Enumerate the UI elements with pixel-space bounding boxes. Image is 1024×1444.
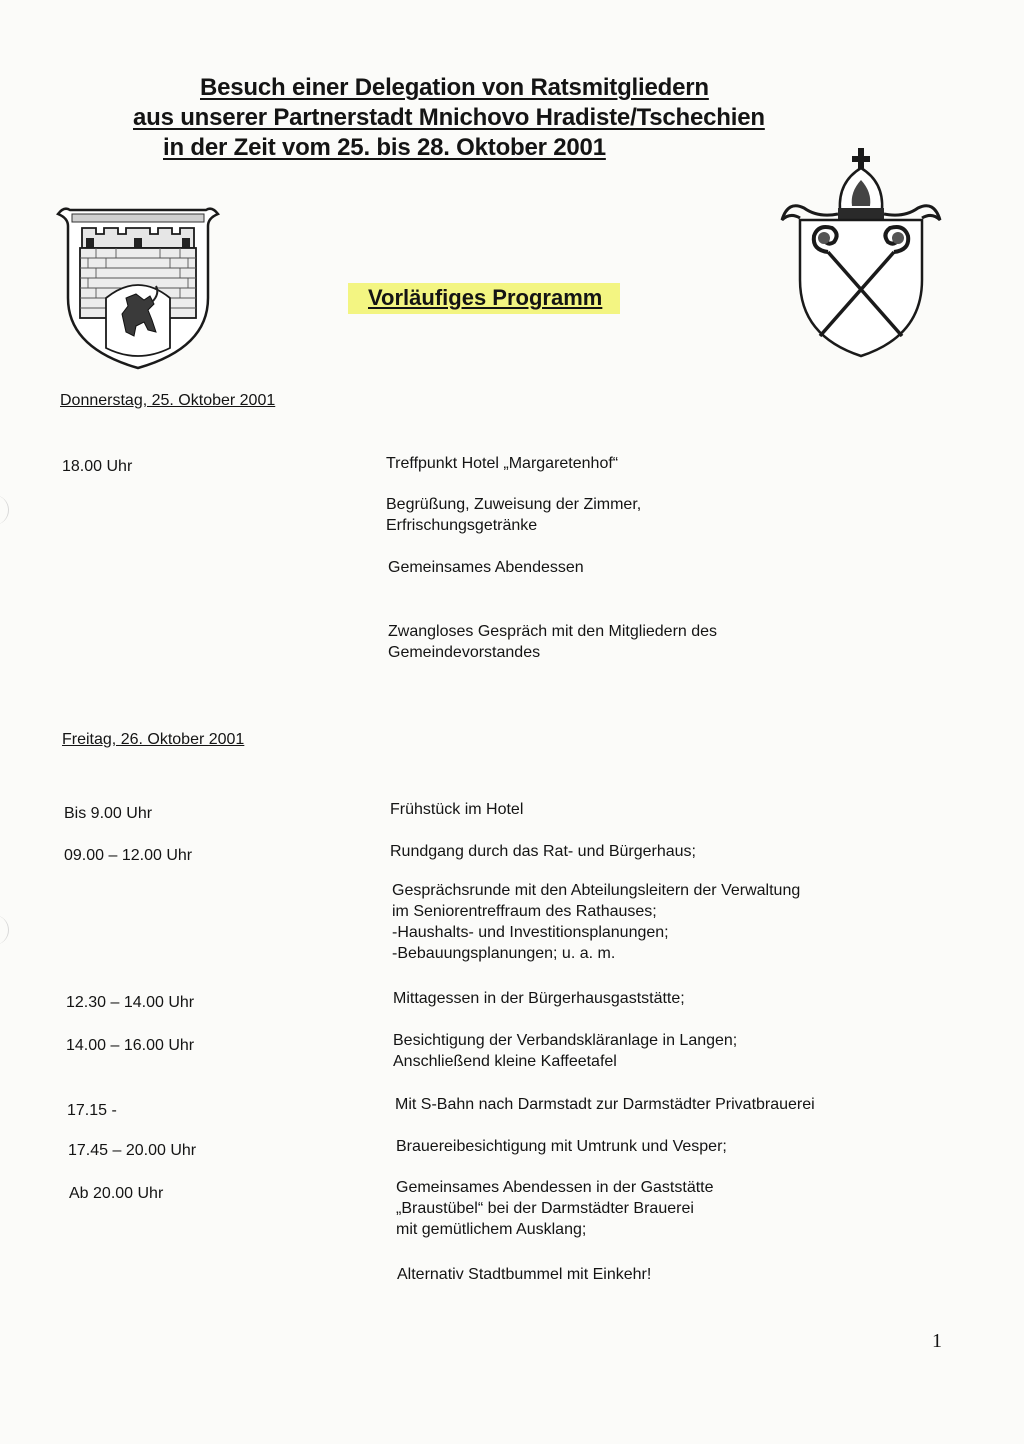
program-item-line: Mittagessen in der Bürgerhausgaststätte;	[393, 990, 685, 1007]
day-heading-thursday: Donnerstag, 25. Oktober 2001	[60, 392, 276, 409]
program-item-line: -Haushalts- und Investitionsplanungen;	[392, 924, 669, 941]
time-slot: 12.30 – 14.00 Uhr	[66, 994, 195, 1011]
program-item-line: Mit S-Bahn nach Darmstadt zur Darmstädter Privatbrauerei	[395, 1096, 815, 1113]
program-item-line: Gemeindevorstandes	[388, 644, 541, 661]
program-item-line: Besichtigung der Verbandskläranlage in Langen;	[393, 1032, 738, 1049]
time-slot: 14.00 – 16.00 Uhr	[66, 1037, 195, 1054]
program-item-line: Gemeinsames Abendessen	[388, 559, 584, 576]
program-item-line: Treffpunkt Hotel „Margaretenhof“	[386, 455, 619, 472]
program-item-line: mit gemütlichem Ausklang;	[396, 1221, 587, 1238]
program-item	[397, 1264, 651, 1285]
program-item	[396, 1136, 727, 1157]
program-item-line: Brauereibesichtigung mit Umtrunk und Vesper;	[396, 1138, 727, 1155]
document-title-line-2: aus unserer Partnerstadt Mnichovo Hradiste/Tschechien	[133, 104, 765, 131]
time-slot: Ab 20.00 Uhr	[69, 1185, 164, 1202]
time-slot: 09.00 – 12.00 Uhr	[64, 847, 193, 864]
program-item-line: „Braustübel“ bei der Darmstädter Brauerei	[396, 1200, 694, 1217]
time-slot: 17.15 -	[67, 1102, 117, 1119]
program-item-line: im Seniorentreffraum des Rathauses;	[392, 903, 657, 920]
time-slot: 17.45 – 20.00 Uhr	[68, 1142, 197, 1159]
program-item-line: Rundgang durch das Rat- und Bürgerhaus;	[390, 843, 696, 860]
program-item-line: -Bebauungsplanungen; u. a. m.	[392, 945, 616, 962]
program-item	[386, 453, 618, 474]
program-subtitle: Vorläufiges Programm	[348, 283, 620, 314]
program-item-line: Zwangloses Gespräch mit den Mitgliedern des	[388, 623, 718, 640]
program-item	[392, 880, 800, 964]
punch-hole-mark	[0, 495, 9, 525]
program-item	[396, 1177, 714, 1240]
time-slot: Bis 9.00 Uhr	[64, 805, 153, 822]
program-item	[393, 988, 685, 1009]
program-item	[388, 621, 717, 663]
program-item	[390, 799, 523, 820]
page-number: 1	[932, 1330, 942, 1352]
time-slot: 18.00 Uhr	[62, 458, 133, 475]
program-item-line: Gesprächsrunde mit den Abteilungsleitern der Verwaltung	[392, 882, 801, 899]
day-heading-friday: Freitag, 26. Oktober 2001	[62, 731, 245, 748]
program-item	[386, 494, 641, 536]
program-item	[388, 557, 584, 578]
program-item	[395, 1094, 815, 1115]
program-item-line: Begrüßung, Zuweisung der Zimmer,	[386, 496, 642, 513]
program-item-line: Frühstück im Hotel	[390, 801, 524, 818]
document-title-line-3: in der Zeit vom 25. bis 28. Oktober 2001	[163, 134, 606, 161]
program-item-line: Anschließend kleine Kaffeetafel	[393, 1053, 617, 1070]
program-item-line: Gemeinsames Abendessen in der Gaststätte	[396, 1179, 714, 1196]
program-item-line: Alternativ Stadtbummel mit Einkehr!	[397, 1266, 652, 1283]
program-item	[393, 1030, 737, 1072]
program-item	[390, 841, 696, 862]
castle-lion-crest-icon	[56, 198, 220, 370]
document-title-line-1: Besuch einer Delegation von Ratsmitgliedern	[200, 74, 709, 101]
punch-hole-mark	[0, 915, 9, 945]
crossed-crosiers-crest-icon	[778, 140, 944, 362]
program-item-line: Erfrischungsgetränke	[386, 517, 538, 534]
